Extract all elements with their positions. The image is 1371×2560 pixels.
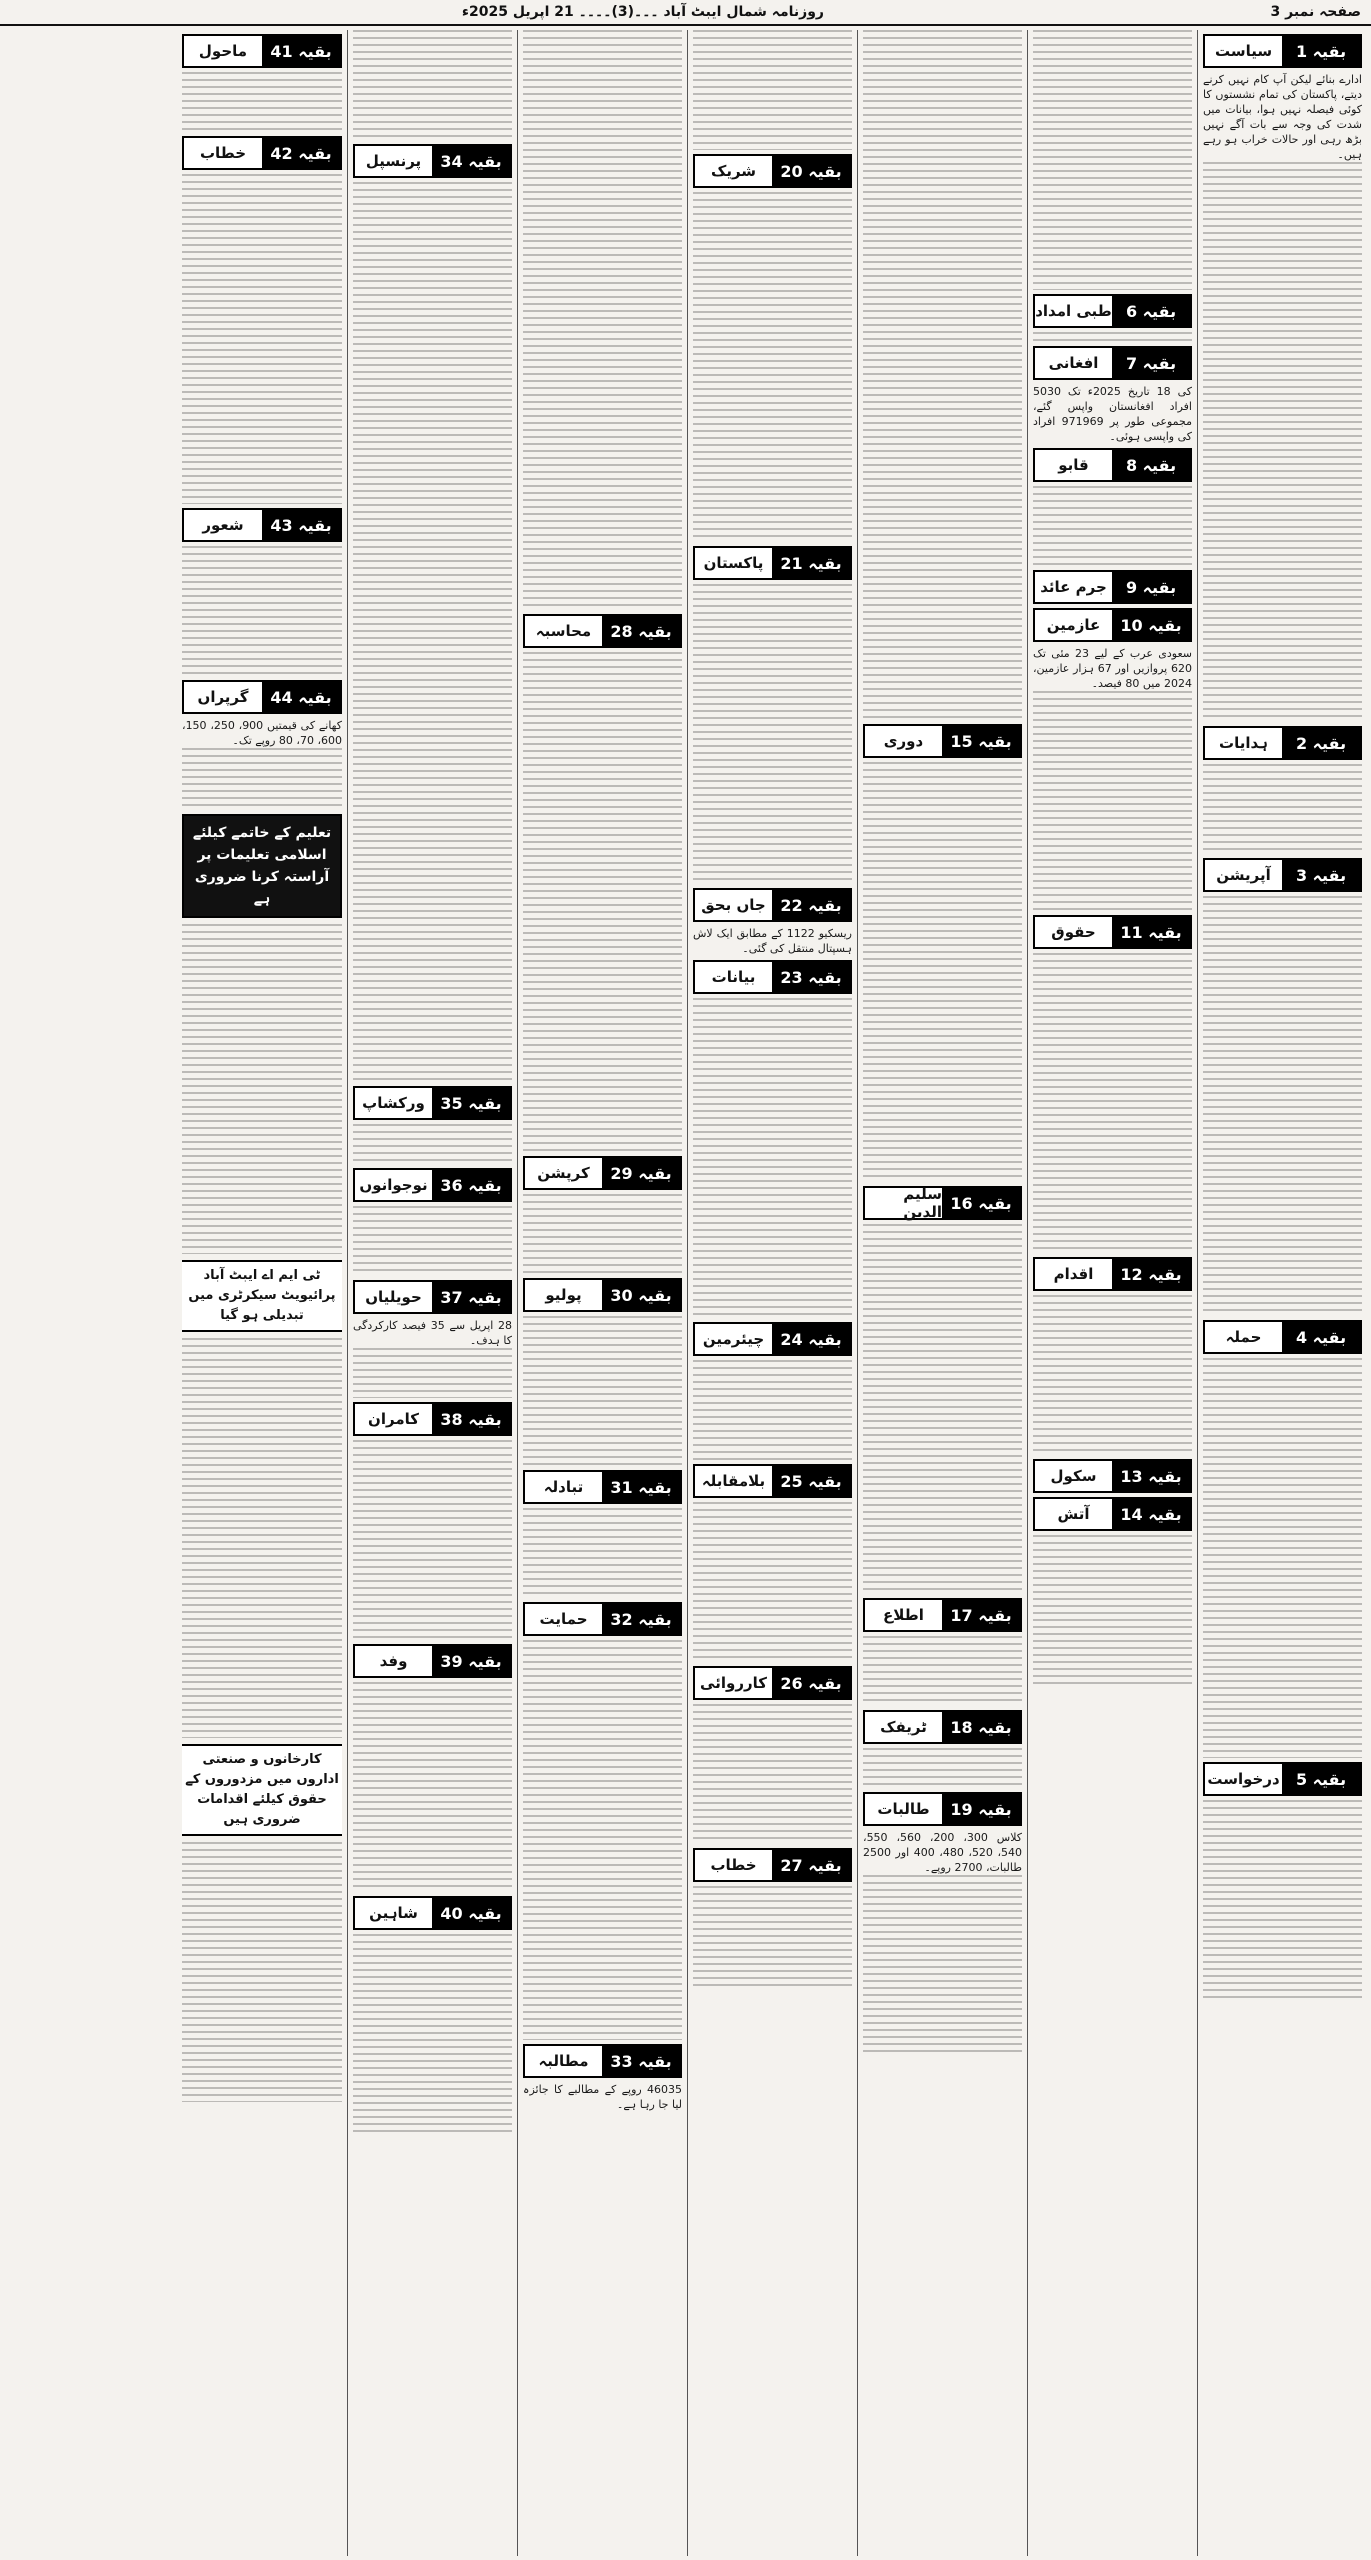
article-text-block — [1033, 30, 1192, 290]
continuation-heading — [1203, 34, 1362, 68]
masthead — [0, 0, 1371, 26]
continuation-number: بقیہ 24 — [772, 1324, 850, 1354]
continuation-heading — [863, 1186, 1022, 1220]
article-text-block — [1203, 1800, 1362, 2000]
continuation-number: بقیہ 2 — [1282, 728, 1360, 758]
news-column — [687, 30, 857, 2556]
continuation-keyword: خطاب — [710, 1856, 757, 1874]
continuation-keyword: ماحول — [198, 42, 248, 60]
continuation-keyword: چیئرمین — [702, 1330, 765, 1348]
continuation-heading — [353, 1086, 512, 1120]
article-text-block — [1203, 764, 1362, 854]
article-text-block — [523, 1316, 682, 1466]
continuation-keyword: ورکشاپ — [362, 1094, 425, 1112]
article-text-block — [693, 1704, 852, 1844]
continuation-heading — [523, 2044, 682, 2078]
article-text-block — [353, 1124, 512, 1164]
continuation-keyword: قابو — [1058, 456, 1089, 474]
continuation-keyword: طبی امداد — [1035, 302, 1112, 320]
article-text-block — [523, 652, 682, 1152]
continuation-number: بقیہ 42 — [262, 138, 340, 168]
article-text-block — [1033, 1295, 1192, 1455]
continuation-keyword: نوجوانوں — [359, 1176, 428, 1194]
article-text-block — [1203, 162, 1362, 722]
continuation-keyword: سیاست — [1214, 42, 1273, 60]
article-text-block — [182, 1842, 342, 2102]
continuation-heading — [1033, 448, 1192, 482]
continuation-number: بقیہ 9 — [1112, 572, 1190, 602]
continuation-keyword: کارروائی — [700, 1674, 767, 1692]
continuation-heading — [693, 960, 852, 994]
continuation-heading — [523, 1602, 682, 1636]
continuation-keyword: پولیو — [545, 1286, 582, 1304]
continuation-keyword: پرنسپل — [365, 152, 422, 170]
page-number: صفحہ نمبر 3 — [1270, 4, 1361, 20]
continuation-number: بقیہ 40 — [432, 1898, 510, 1928]
continuation-heading — [1033, 570, 1192, 604]
news-column — [1027, 30, 1197, 2556]
continuation-heading — [693, 1322, 852, 1356]
continuation-number: بقیہ 3 — [1282, 860, 1360, 890]
continuation-heading — [693, 546, 852, 580]
continuation-keyword: پاکستان — [703, 554, 764, 572]
continuation-keyword: دوری — [883, 732, 924, 750]
continuation-number: بقیہ 14 — [1112, 1499, 1190, 1529]
continuation-number: بقیہ 12 — [1112, 1259, 1190, 1289]
article-text-block — [182, 546, 342, 676]
article-text-block — [863, 30, 1022, 720]
continuation-keyword: کامران — [368, 1410, 419, 1428]
continuation-keyword: حویلیاں — [365, 1288, 422, 1306]
article-text-block — [353, 1206, 512, 1276]
continuation-number: بقیہ 35 — [432, 1088, 510, 1118]
continuation-heading — [863, 1710, 1022, 1744]
article-text-block — [863, 1636, 1022, 1706]
continuation-keyword: بیانات — [711, 968, 756, 986]
continuation-heading — [353, 144, 512, 178]
continuation-heading — [693, 154, 852, 188]
continuation-number: بقیہ 27 — [772, 1850, 850, 1880]
article-text-block — [693, 998, 852, 1318]
article-text: ریسکیو 1122 کے مطابق ایک لاش ہسپتال منتقل کی گئی۔ — [693, 927, 852, 955]
article-text-block — [1033, 953, 1192, 1253]
continuation-keyword: حقوق — [1051, 923, 1096, 941]
continuation-keyword: حملہ — [1225, 1328, 1262, 1346]
continuation-number: بقیہ 32 — [602, 1604, 680, 1634]
continuation-heading — [1203, 858, 1362, 892]
article-text-block — [693, 584, 852, 884]
news-column — [177, 30, 347, 2556]
newspaper-page — [4, 30, 1367, 2556]
article-text: سعودی عرب کے لیے 23 مئی تک 620 پروازیں اور 67 ہزار عازمین، 2024 میں 80 فیصد۔ — [1033, 647, 1192, 690]
article-text-block — [182, 748, 342, 808]
article-text-block — [693, 1360, 852, 1460]
continuation-keyword: درخواست — [1207, 1770, 1280, 1788]
continuation-keyword: مطالبہ — [538, 2052, 589, 2070]
article-text: 28 اپریل سے 35 فیصد کارکردگی کا ہدف۔ — [353, 1319, 512, 1347]
continuation-keyword: ٹریفک — [880, 1718, 927, 1736]
continuation-keyword: اطلاع — [883, 1606, 924, 1624]
continuation-keyword: جاں بحق — [701, 896, 766, 914]
continuation-number: بقیہ 5 — [1282, 1764, 1360, 1794]
news-column — [347, 30, 517, 2556]
continuation-heading — [353, 1280, 512, 1314]
continuation-number: بقیہ 22 — [772, 890, 850, 920]
continuation-number: بقیہ 26 — [772, 1668, 850, 1698]
continuation-number: بقیہ 17 — [942, 1600, 1020, 1630]
news-headline: کارخانوں و صنعتی اداروں میں مزدوروں کے حقوق کیلئے اقدامات ضروری ہیں — [182, 1744, 342, 1836]
continuation-heading — [523, 1470, 682, 1504]
continuation-number: بقیہ 7 — [1112, 348, 1190, 378]
continuation-heading — [1203, 1762, 1362, 1796]
article-text-block — [1203, 896, 1362, 1316]
continuation-number: بقیہ 38 — [432, 1404, 510, 1434]
article-text-block — [353, 1348, 512, 1398]
continuation-heading — [523, 1278, 682, 1312]
article-text-block — [182, 924, 342, 1254]
news-column — [857, 30, 1027, 2556]
continuation-number: بقیہ 21 — [772, 548, 850, 578]
continuation-heading — [182, 136, 342, 170]
continuation-number: بقیہ 34 — [432, 146, 510, 176]
continuation-heading — [353, 1168, 512, 1202]
article-text-block — [523, 1194, 682, 1274]
article-text-block — [863, 1875, 1022, 2055]
continuation-keyword: گرپراں — [197, 688, 249, 706]
continuation-heading — [863, 724, 1022, 758]
continuation-heading — [182, 508, 342, 542]
news-column — [517, 30, 687, 2556]
continuation-keyword: شاہین — [369, 1904, 418, 1922]
article-text-block — [182, 174, 342, 504]
continuation-keyword: بلامقابلہ — [701, 1472, 766, 1490]
continuation-heading — [1033, 1459, 1192, 1493]
article-text-block — [353, 1934, 512, 2134]
article-text-block — [693, 1886, 852, 1986]
continuation-number: بقیہ 1 — [1282, 36, 1360, 66]
continuation-heading — [1033, 1497, 1192, 1531]
article-text-block — [693, 192, 852, 542]
continuation-keyword: آتش — [1057, 1505, 1090, 1523]
article-text-block — [1033, 486, 1192, 566]
article-text: کلاس 300، 200، 560، 550، 540، 520، 480، 400 اور 2500 طالبات، 2700 روپے۔ — [863, 1831, 1023, 1874]
continuation-keyword: کرپشن — [537, 1164, 590, 1182]
article-text-block — [1033, 691, 1192, 911]
continuation-heading — [1203, 726, 1362, 760]
continuation-number: بقیہ 13 — [1112, 1461, 1190, 1491]
continuation-number: بقیہ 29 — [602, 1158, 680, 1188]
continuation-heading — [693, 888, 852, 922]
article-text-block — [353, 182, 512, 1082]
continuation-number: بقیہ 25 — [772, 1466, 850, 1496]
continuation-heading — [1033, 915, 1192, 949]
continuation-keyword: سلیم الدین — [903, 1185, 942, 1221]
continuation-keyword: وفد — [379, 1652, 408, 1670]
continuation-keyword: تبادلہ — [543, 1478, 584, 1496]
continuation-keyword: سکول — [1050, 1467, 1097, 1485]
continuation-keyword: محاسبہ — [535, 622, 592, 640]
continuation-heading — [863, 1792, 1022, 1826]
continuation-number: بقیہ 4 — [1282, 1322, 1360, 1352]
continuation-heading — [182, 34, 342, 68]
continuation-keyword: شریک — [710, 162, 757, 180]
continuation-number: بقیہ 43 — [262, 510, 340, 540]
continuation-number: بقیہ 33 — [602, 2046, 680, 2076]
continuation-keyword: اقدام — [1053, 1265, 1094, 1283]
article-text-block — [1203, 1358, 1362, 1758]
article-text-block — [693, 30, 852, 150]
continuation-heading — [353, 1896, 512, 1930]
continuation-number: بقیہ 41 — [262, 36, 340, 66]
article-text-block — [182, 72, 342, 132]
continuation-heading — [693, 1666, 852, 1700]
article-text: کھانے کی قیمتیں 900، 250، 150، 600، 70، 80 روپے تک۔ — [182, 719, 342, 747]
continuation-heading — [182, 680, 342, 714]
news-column — [1197, 30, 1367, 2556]
continuation-number: بقیہ 16 — [942, 1188, 1020, 1218]
continuation-number: بقیہ 19 — [942, 1794, 1020, 1824]
continuation-heading — [863, 1598, 1022, 1632]
continuation-keyword: طالبات — [877, 1800, 930, 1818]
continuation-heading — [353, 1402, 512, 1436]
continuation-keyword: عازمین — [1046, 616, 1101, 634]
continuation-number: بقیہ 18 — [942, 1712, 1020, 1742]
news-headline: تعلیم کے خاتمے کیلئے اسلامی تعلیمات پر آراستہ کرنا ضروری ہے — [182, 814, 342, 918]
continuation-number: بقیہ 39 — [432, 1646, 510, 1676]
continuation-number: بقیہ 15 — [942, 726, 1020, 756]
article-text: 46035 روپے کے مطالبے کا جائزہ لیا جا رہا ہے۔ — [523, 2083, 682, 2111]
article-text-block — [863, 1748, 1022, 1788]
continuation-number: بقیہ 31 — [602, 1472, 680, 1502]
article-text-block — [863, 762, 1022, 1182]
continuation-heading — [1033, 294, 1192, 328]
article-text-block — [353, 1682, 512, 1892]
article-text-block — [182, 1338, 342, 1738]
continuation-keyword: آپریشن — [1216, 866, 1271, 884]
continuation-heading — [523, 1156, 682, 1190]
article-text: کی 18 تاریخ 2025ء تک 5030 افراد افغانستان واپس گئے، مجموعی طور پر 971969 افراد کی واپسی ہوئی۔ — [1033, 385, 1192, 443]
continuation-number: بقیہ 30 — [602, 1280, 680, 1310]
continuation-heading — [353, 1644, 512, 1678]
article-text-block — [1033, 332, 1192, 342]
article-text-block — [1033, 1535, 1192, 1685]
continuation-number: بقیہ 20 — [772, 156, 850, 186]
continuation-heading — [1033, 1257, 1192, 1291]
continuation-number: بقیہ 11 — [1112, 917, 1190, 947]
continuation-number: بقیہ 10 — [1112, 610, 1190, 640]
article-text-block — [523, 1508, 682, 1598]
continuation-number: بقیہ 28 — [602, 616, 680, 646]
continuation-heading — [1033, 608, 1192, 642]
continuation-heading — [523, 614, 682, 648]
continuation-heading — [1033, 346, 1192, 380]
article-text-block — [523, 1640, 682, 2040]
continuation-number: بقیہ 44 — [262, 682, 340, 712]
continuation-number: بقیہ 23 — [772, 962, 850, 992]
continuation-keyword: خطاب — [199, 144, 247, 162]
article-text-block — [863, 1224, 1022, 1594]
newspaper-title: روزنامہ شمال ایبٹ آباد ۔۔۔(3)۔۔۔۔ 21 اپریل 2025ء — [461, 4, 824, 20]
continuation-number: بقیہ 6 — [1112, 296, 1190, 326]
continuation-keyword: جرم عائد — [1040, 578, 1107, 596]
article-text-block — [353, 30, 512, 140]
article-text-block — [353, 1440, 512, 1640]
article-text-block — [523, 30, 682, 610]
continuation-heading — [693, 1848, 852, 1882]
continuation-number: بقیہ 8 — [1112, 450, 1190, 480]
continuation-keyword: حمایت — [539, 1610, 588, 1628]
continuation-number: بقیہ 36 — [432, 1170, 510, 1200]
continuation-keyword: افغانی — [1048, 354, 1099, 372]
continuation-heading — [693, 1464, 852, 1498]
article-text: ادارے بنائے لیکن آپ کام نہیں کرنے دیتے، پاکستان کی تمام نشستوں کا کوئی فیصلہ نہیں ہوا، بیانات میں شدت کی وجہ سے بات آگے نہیں بڑھ رہی اور حالات خراب ہو رہے ہیں۔ — [1203, 73, 1362, 161]
news-headline: ٹی ایم اے ایبٹ آباد پرائیویٹ سیکرٹری میں تبدیلی ہو گیا — [182, 1260, 342, 1332]
continuation-keyword: شعور — [202, 516, 244, 534]
article-text-block — [693, 1502, 852, 1662]
continuation-number: بقیہ 37 — [432, 1282, 510, 1312]
continuation-heading — [1203, 1320, 1362, 1354]
continuation-keyword: ہدایات — [1219, 734, 1268, 752]
